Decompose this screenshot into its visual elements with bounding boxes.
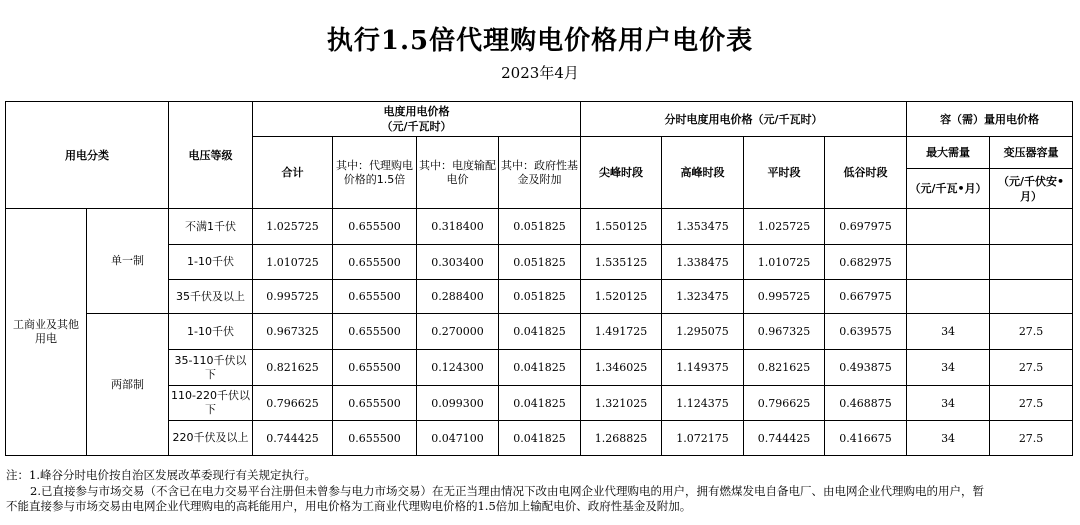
transmission-cell: 0.047100 [417,421,499,456]
demand-cell [907,245,990,280]
footnote-2: 2.已直接参与市场交易（不含已在电力交易平台注册但未曾参与电力市场交易）在无正当理由情况下改由电网企业代理购电的用户，拥有燃煤发电自备电厂、由电网企业代理购电的用户，暂 [30,483,984,498]
agency-cell: 0.655500 [333,314,417,350]
total-cell: 0.796625 [253,386,333,421]
sharp-cell: 1.535125 [581,245,662,280]
peak-cell: 1.124375 [662,386,744,421]
group-two-part: 两部制 [87,314,169,456]
table-row [6,209,1073,245]
sharp-cell: 1.268825 [581,421,662,456]
page-title: 执行1.5倍代理购电价格用户电价表 [326,26,754,56]
footnotes [6,468,1076,515]
header-tou-price: 分时电度用电价格（元/千瓦时） [581,102,907,137]
header-transformer: 变压器容量 [990,137,1073,169]
table-row [6,314,1073,350]
demand-cell: 34 [907,314,990,350]
fund-cell: 0.041825 [499,350,581,386]
flat-cell: 0.995725 [744,280,825,314]
header-capacity-price: 容（需）量用电价格 [907,102,1073,137]
total-cell: 1.025725 [253,209,333,245]
transformer-cell [990,209,1073,245]
sharp-cell: 1.520125 [581,280,662,314]
flat-cell: 1.010725 [744,245,825,280]
header-max-demand: 最大需量 [907,137,990,169]
flat-cell: 1.025725 [744,209,825,245]
voltage-cell: 1-10千伏 [169,314,253,350]
valley-cell: 0.697975 [825,209,907,245]
valley-cell: 0.416675 [825,421,907,456]
transformer-cell [990,280,1073,314]
peak-cell: 1.149375 [662,350,744,386]
demand-cell: 34 [907,386,990,421]
header-transformer-unit: （元/千伏安•月） [990,169,1073,209]
flat-cell: 0.967325 [744,314,825,350]
fund-cell: 0.041825 [499,386,581,421]
voltage-cell: 35千伏及以上 [169,280,253,314]
header-transmission-price: 其中：电度输配电价 [417,137,499,209]
agency-cell: 0.655500 [333,209,417,245]
agency-cell: 0.655500 [333,386,417,421]
valley-cell: 0.468875 [825,386,907,421]
page-subtitle: 2023年4月 [501,64,579,82]
sharp-cell: 1.550125 [581,209,662,245]
header-sharp-peak: 尖峰时段 [581,137,662,209]
demand-cell [907,280,990,314]
demand-cell: 34 [907,350,990,386]
footnote-2-continued: 不能直接参与市场交易由电网企业代理购电的高耗能用户，用电价格为工商业代理购电价格的1.5倍加上输配电价、政府性基金及附加。 [6,499,692,513]
header-category: 用电分类 [6,102,169,209]
sharp-cell: 1.321025 [581,386,662,421]
transformer-cell: 27.5 [990,421,1073,456]
header-total: 合计 [253,137,333,209]
fund-cell: 0.051825 [499,209,581,245]
fund-cell: 0.041825 [499,314,581,350]
header-peak: 高峰时段 [662,137,744,209]
transmission-cell: 0.099300 [417,386,499,421]
transmission-cell: 0.270000 [417,314,499,350]
agency-cell: 0.655500 [333,350,417,386]
total-cell: 0.967325 [253,314,333,350]
fund-cell: 0.051825 [499,280,581,314]
voltage-cell: 35-110千伏以下 [169,350,253,386]
transmission-cell: 0.303400 [417,245,499,280]
peak-cell: 1.323475 [662,280,744,314]
header-voltage: 电压等级 [169,102,253,209]
header-valley: 低谷时段 [825,137,907,209]
peak-cell: 1.295075 [662,314,744,350]
voltage-cell: 不满1千伏 [169,209,253,245]
flat-cell: 0.796625 [744,386,825,421]
flat-cell: 0.821625 [744,350,825,386]
transformer-cell: 27.5 [990,314,1073,350]
demand-cell [907,209,990,245]
total-cell: 0.995725 [253,280,333,314]
transformer-cell [990,245,1073,280]
transmission-cell: 0.288400 [417,280,499,314]
header-flat: 平时段 [744,137,825,209]
valley-cell: 0.639575 [825,314,907,350]
sharp-cell: 1.346025 [581,350,662,386]
transmission-cell: 0.318400 [417,209,499,245]
header-gov-fund: 其中：政府性基金及附加 [499,137,581,209]
agency-cell: 0.655500 [333,421,417,456]
agency-cell: 0.655500 [333,245,417,280]
valley-cell: 0.682975 [825,245,907,280]
transmission-cell: 0.124300 [417,350,499,386]
peak-cell: 1.338475 [662,245,744,280]
total-cell: 0.744425 [253,421,333,456]
total-cell: 1.010725 [253,245,333,280]
category-cell: 工商业及其他用电 [6,209,87,456]
demand-cell: 34 [907,421,990,456]
valley-cell: 0.667975 [825,280,907,314]
total-cell: 0.821625 [253,350,333,386]
group-single: 单一制 [87,209,169,314]
voltage-cell: 1-10千伏 [169,245,253,280]
price-table [5,101,1073,456]
valley-cell: 0.493875 [825,350,907,386]
transformer-cell: 27.5 [990,386,1073,421]
sharp-cell: 1.491725 [581,314,662,350]
voltage-cell: 220千伏及以上 [169,421,253,456]
header-energy-price: 电度用电价格 （元/千瓦时） [253,102,581,137]
header-agency-price: 其中：代理购电价格的1.5倍 [333,137,417,209]
fund-cell: 0.051825 [499,245,581,280]
fund-cell: 0.041825 [499,421,581,456]
peak-cell: 1.072175 [662,421,744,456]
header-max-demand-unit: （元/千瓦•月） [907,169,990,209]
footnote-1: 注：1.峰谷分时电价按自治区发展改革委现行有关规定执行。 [6,468,316,482]
agency-cell: 0.655500 [333,280,417,314]
voltage-cell: 110-220千伏以下 [169,386,253,421]
peak-cell: 1.353475 [662,209,744,245]
flat-cell: 0.744425 [744,421,825,456]
transformer-cell: 27.5 [990,350,1073,386]
